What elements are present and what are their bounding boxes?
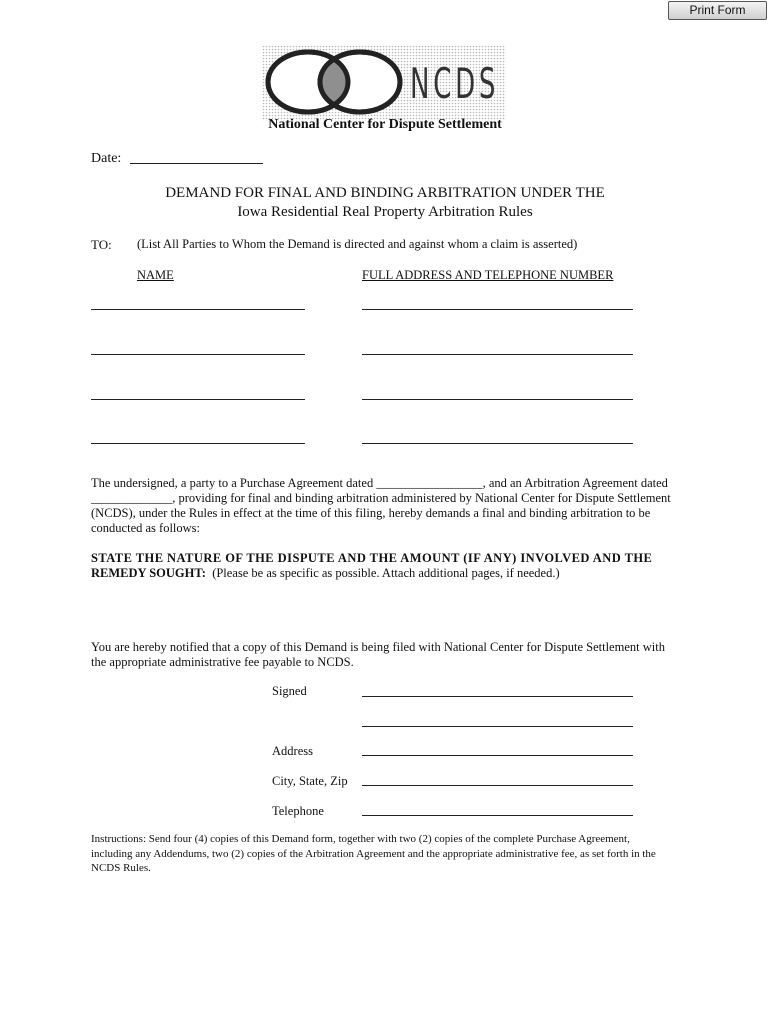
notice-line: You are hereby notified that a copy of this Demand is being filed with National Center for Dispute Settlement with [91, 640, 665, 654]
agreement-paragraph [91, 476, 671, 536]
logo-wordmark: NCDS [410, 59, 500, 108]
nature-heading-line2 [91, 566, 691, 581]
to-label: TO: [91, 237, 112, 252]
remedy-sought-label: REMEDY SOUGHT: [91, 566, 206, 580]
signed-label: Signed [272, 684, 307, 698]
date-label: Date: [91, 151, 122, 166]
party-address-field[interactable] [362, 399, 633, 400]
telephone-field[interactable] [362, 815, 633, 816]
notice-line: the appropriate administrative fee payable to NCDS. [91, 655, 354, 669]
address-field[interactable] [362, 755, 633, 756]
party-name-field[interactable] [91, 399, 305, 400]
paragraph-line: conducted as follows: [91, 521, 201, 535]
instructions-line: including any Addendums, two (2) copies of the Arbitration Agreement and the appropriate administrative fee, as set forth in the [91, 847, 656, 860]
filing-notice [91, 640, 665, 670]
party-name-field[interactable] [91, 354, 305, 355]
paragraph-line: (NCDS), under the Rules in effect at the time of this filing, hereby demands a final and binding arbitration to be [91, 506, 651, 520]
paragraph-line: _____________, providing for final and binding arbitration administered by National Center for Dispute Settlement [91, 491, 671, 505]
instructions-line: NCDS Rules. [91, 862, 151, 874]
form-title: DEMAND FOR FINAL AND BINDING ARBITRATION UNDER THE [165, 185, 605, 201]
signature-field[interactable] [362, 696, 633, 697]
to-instruction: (List All Parties to Whom the Demand is directed and against whom a claim is asserted) [137, 237, 578, 251]
paragraph-line: The undersigned, a party to a Purchase Agreement dated _________________, and an Arbitration Agreement dated [91, 476, 668, 490]
form-subtitle: Iowa Residential Real Property Arbitration Rules [237, 204, 533, 220]
party-name-field[interactable] [91, 443, 305, 444]
city-state-zip-label: City, State, Zip [272, 774, 348, 788]
ncds-logo [262, 45, 506, 121]
date-field[interactable] [130, 163, 263, 164]
party-address-field[interactable] [362, 354, 633, 355]
print-form-button[interactable]: Print Form [668, 1, 767, 20]
signature-line-2-field[interactable] [362, 726, 633, 727]
name-column-header: NAME [137, 268, 174, 282]
arbitration-agreement-date-field[interactable] [91, 490, 172, 506]
party-name-field[interactable] [91, 309, 305, 310]
instructions [91, 832, 656, 876]
organization-name: National Center for Dispute Settlement [268, 117, 502, 132]
address-label: Address [272, 744, 313, 758]
dispute-description-field[interactable] [91, 584, 680, 630]
telephone-label: Telephone [272, 804, 324, 818]
purchase-agreement-date-field[interactable] [383, 475, 490, 491]
nature-heading-line: STATE THE NATURE OF THE DISPUTE AND THE AMOUNT (IF ANY) INVOLVED AND THE [91, 551, 653, 565]
nature-instruction: (Please be as specific as possible. Attach additional pages, if needed.) [212, 566, 560, 580]
nature-of-dispute-heading [91, 551, 691, 581]
city-state-zip-field[interactable] [362, 785, 633, 786]
party-address-field[interactable] [362, 309, 633, 310]
instructions-line: Instructions: Send four (4) copies of this Demand form, together with two (2) copies of the complete Purchase Agreement, [91, 833, 630, 845]
address-column-header: FULL ADDRESS AND TELEPHONE NUMBER [362, 268, 614, 282]
party-address-field[interactable] [362, 443, 633, 444]
